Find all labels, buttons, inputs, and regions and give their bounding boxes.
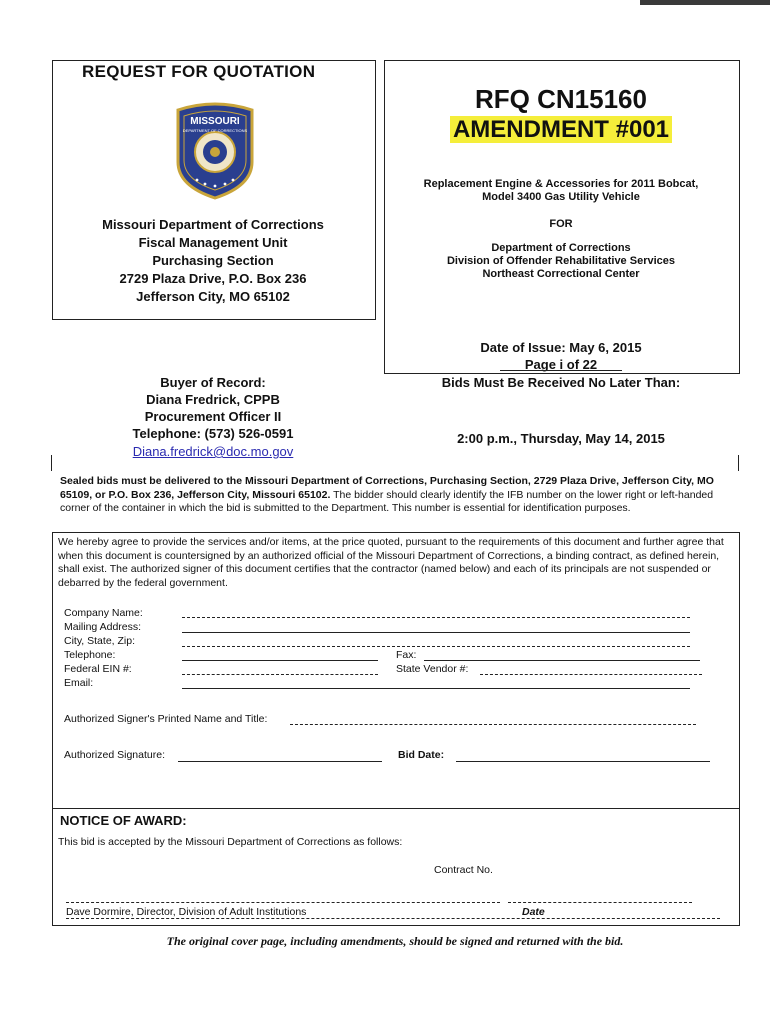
- for-label: FOR: [549, 218, 573, 230]
- federal-ein-label: Federal EIN #:: [64, 663, 132, 675]
- company-name-field[interactable]: [182, 617, 690, 618]
- city-state-zip-field[interactable]: [182, 646, 690, 647]
- buyer-name: Diana Fredrick, CPPB: [146, 392, 280, 407]
- sealed-bids-rest: The bidder should clearly identify the IFB number on the lower right or left-handed corner of the container in which the bid is submitted to the Department. This number is essential for identification purposes.: [60, 488, 714, 514]
- request-for-quotation-title: REQUEST FOR QUOTATION: [82, 62, 316, 81]
- dept-line-2: Division of Offender Rehabilitative Services: [446, 255, 675, 267]
- issuer-address: [52, 216, 374, 306]
- mailing-address-field[interactable]: [182, 632, 690, 633]
- amendment-highlight: AMENDMENT #001: [450, 116, 672, 143]
- email-field[interactable]: [182, 688, 690, 689]
- issuer-line-2: Fiscal Management Unit: [138, 235, 288, 250]
- footer-note: The original cover page, including amendments, should be signed and returned with the bid.: [166, 934, 624, 948]
- buyer-title: Procurement Officer II: [144, 409, 282, 424]
- missouri-corrections-seal-icon: [172, 100, 258, 200]
- city-state-zip-label: City, State, Zip:: [64, 635, 135, 647]
- date-of-issue: Date of Issue: May 6, 2015: [480, 340, 642, 355]
- scan-artifact-bar: [640, 0, 770, 5]
- state-vendor-field[interactable]: [480, 674, 702, 675]
- director-underline: [66, 918, 720, 919]
- sealed-bids-paragraph: [60, 475, 736, 516]
- amendment-wrap: [384, 116, 738, 144]
- right-tick: [738, 455, 739, 471]
- deadline: 2:00 p.m., Thursday, May 14, 2015: [457, 431, 665, 446]
- svg-text:DEPARTMENT OF CORRECTIONS: DEPARTMENT OF CORRECTIONS: [182, 128, 248, 133]
- svg-text:MISSOURI: MISSOURI: [190, 116, 240, 127]
- page-number: Page i of 22: [524, 357, 598, 372]
- deadline-label: Bids Must Be Received No Later Than:: [441, 375, 681, 390]
- buyer-label: Buyer of Record:: [160, 375, 266, 390]
- agreement-paragraph: We hereby agree to provide the services and/or items, at the price quoted, pursuant to the requirements of this document and further agree that when this document is countersigned by an authorized official of the Missouri Department of Corrections, a binding contract, as defined herein, shall exist. The authorized signer of this document certifies that the contractor (named below) and each of its principals are not suspended or debarred by the federal government.: [58, 536, 724, 589]
- award-accepted-text: This bid is accepted by the Missouri Department of Corrections as follows:: [58, 836, 403, 848]
- page-underline: [500, 370, 622, 371]
- director-name: Dave Dormire, Director, Division of Adult Institutions: [66, 906, 307, 918]
- fax-field[interactable]: [424, 660, 700, 661]
- director-signature-field[interactable]: [66, 902, 500, 903]
- project-title-line-1: Replacement Engine & Accessories for 2011 Bobcat,: [423, 178, 699, 190]
- buyer-phone: Telephone: (573) 526-0591: [132, 426, 294, 441]
- buyer-email-link[interactable]: Diana.fredrick@doc.mo.gov: [132, 444, 294, 459]
- telephone-field[interactable]: [182, 660, 378, 661]
- award-date-field[interactable]: [508, 902, 692, 903]
- dept-line-1: Department of Corrections: [491, 242, 631, 254]
- bidder-form-box: [52, 532, 740, 926]
- issuer-line-1: Missouri Department of Corrections: [102, 217, 324, 232]
- signature-label: Authorized Signature:: [64, 749, 165, 761]
- project-title: [384, 178, 738, 204]
- project-title-line-2: Model 3400 Gas Utility Vehicle: [482, 191, 640, 203]
- company-name-label: Company Name:: [64, 607, 143, 619]
- rfq-number: RFQ CN15160: [475, 84, 647, 114]
- award-divider: [52, 808, 739, 809]
- issuer-line-3: Purchasing Section: [152, 253, 274, 268]
- federal-ein-field[interactable]: [182, 674, 378, 675]
- sealed-bids-bold: Sealed bids must be delivered to the Missouri Department of Corrections, Purchasing Section, 2729 Plaza Drive, Jefferson City, MO 65109, or P.O. Box 236, Jefferson City, Missouri 65102.: [60, 475, 714, 501]
- issuer-line-4: 2729 Plaza Drive, P.O. Box 236: [119, 271, 307, 286]
- issuer-line-5: Jefferson City, MO 65102: [136, 289, 290, 304]
- award-date-label: Date: [522, 906, 545, 918]
- mailing-address-label: Mailing Address:: [64, 621, 142, 633]
- signer-name-label: Authorized Signer's Printed Name and Title:: [64, 713, 268, 725]
- bid-date-label: Bid Date:: [398, 749, 445, 761]
- email-label: Email:: [64, 677, 94, 689]
- left-tick: [51, 455, 52, 471]
- dept-line-3: Northeast Correctional Center: [482, 268, 640, 280]
- department-block: [384, 242, 738, 281]
- contract-no-label: Contract No.: [434, 864, 493, 876]
- fax-label: Fax:: [396, 649, 417, 661]
- notice-of-award-heading: NOTICE OF AWARD:: [60, 813, 187, 828]
- telephone-label: Telephone:: [64, 649, 116, 661]
- state-vendor-label: State Vendor #:: [396, 663, 469, 675]
- signer-name-field[interactable]: [290, 724, 696, 725]
- signature-field[interactable]: [178, 761, 382, 762]
- buyer-block: [52, 374, 374, 442]
- bid-date-field[interactable]: [456, 761, 710, 762]
